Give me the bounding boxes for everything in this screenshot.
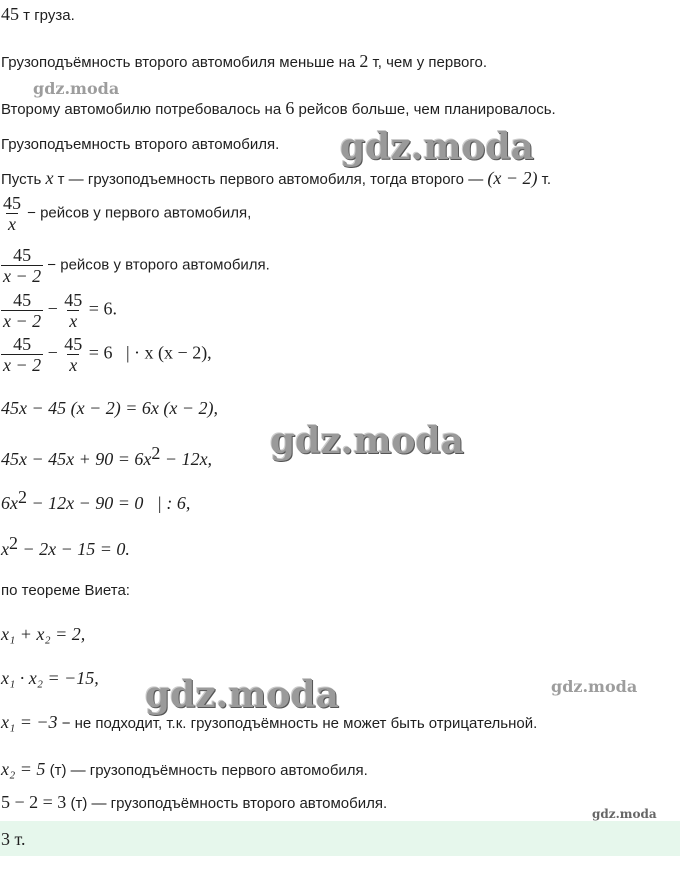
equation-6: $x^2 - 2x - 15 = 0$. bbox=[1, 533, 130, 559]
equation-1: $\frac{45}{x - 2}$ − $\frac{45}{x}$ = 6. bbox=[3, 290, 117, 331]
equation-vieta-product: x₁ · x₂ = −15, bbox=[1, 668, 99, 688]
fraction: $\frac{45}{x}$ bbox=[64, 290, 83, 331]
watermark: gdz.moda bbox=[270, 420, 464, 462]
line-variable-definition: Пусть x т — грузоподъемность первого автомобиля, тогда второго — (x − 2) т. bbox=[1, 168, 552, 188]
line-capacity-difference: Грузоподъёмность второго автомобиля меньше на 2 т, чем у первого. bbox=[1, 51, 487, 71]
equation-4: $45x - 45x + 90 = 6x^2 - 12x$, bbox=[1, 443, 213, 469]
fraction: $\frac{45}{x - 2}$ bbox=[3, 290, 42, 331]
equation-5: $6x^2 - 12x - 90 = 0$ | : 6, bbox=[1, 487, 191, 513]
line-root-2: x₂ = 5 (т) — грузоподъёмность первого автомобиля. bbox=[1, 759, 368, 779]
watermark: gdz.moda bbox=[551, 677, 638, 696]
line-trips-second: $\frac{45}{x - 2}$ − рейсов у второго автомобиля. bbox=[3, 245, 270, 286]
equation-2: $\frac{45}{x - 2}$ − $\frac{45}{x}$ = 6 | · x (x − 2), bbox=[3, 334, 212, 375]
line-trips-first: $\frac{45}{x}$ − рейсов у первого автомобиля, bbox=[3, 193, 252, 234]
answer-text: 3 т. bbox=[1, 829, 26, 849]
fraction: $\frac{45}{x}$ bbox=[64, 334, 83, 375]
answer-box bbox=[0, 821, 680, 856]
watermark: gdz.moda bbox=[592, 807, 657, 821]
watermark: gdz.moda bbox=[340, 126, 534, 168]
fraction: $\frac{45}{x}$ bbox=[3, 193, 21, 234]
line-question: Грузоподъемность второго автомобиля. bbox=[1, 136, 280, 153]
equation-vieta-sum: x₁ + x₂ = 2, bbox=[1, 624, 86, 644]
watermark: gdz.moda bbox=[145, 674, 339, 716]
watermark: gdz.moda bbox=[33, 79, 120, 98]
line-given-mass: 45 т груза. bbox=[1, 4, 75, 24]
line-vieta: по теореме Виета: bbox=[1, 582, 130, 599]
line-root-1: x₁ = −3 − не подходит, т.к. грузоподъёмность не может быть отрицательной. bbox=[1, 712, 538, 732]
equation-3: 45x − 45 (x − 2) = 6x (x − 2), bbox=[1, 398, 219, 418]
line-extra-trips: Второму автомобилю потребовалось на 6 рейсов больше, чем планировалось. bbox=[1, 98, 556, 118]
fraction: $\frac{45}{x - 2}$ bbox=[3, 245, 42, 286]
fraction: $\frac{45}{x - 2}$ bbox=[3, 334, 42, 375]
line-second-capacity: 5 − 2 = 3 (т) — грузоподъёмность второго автомобиля. bbox=[1, 792, 388, 812]
